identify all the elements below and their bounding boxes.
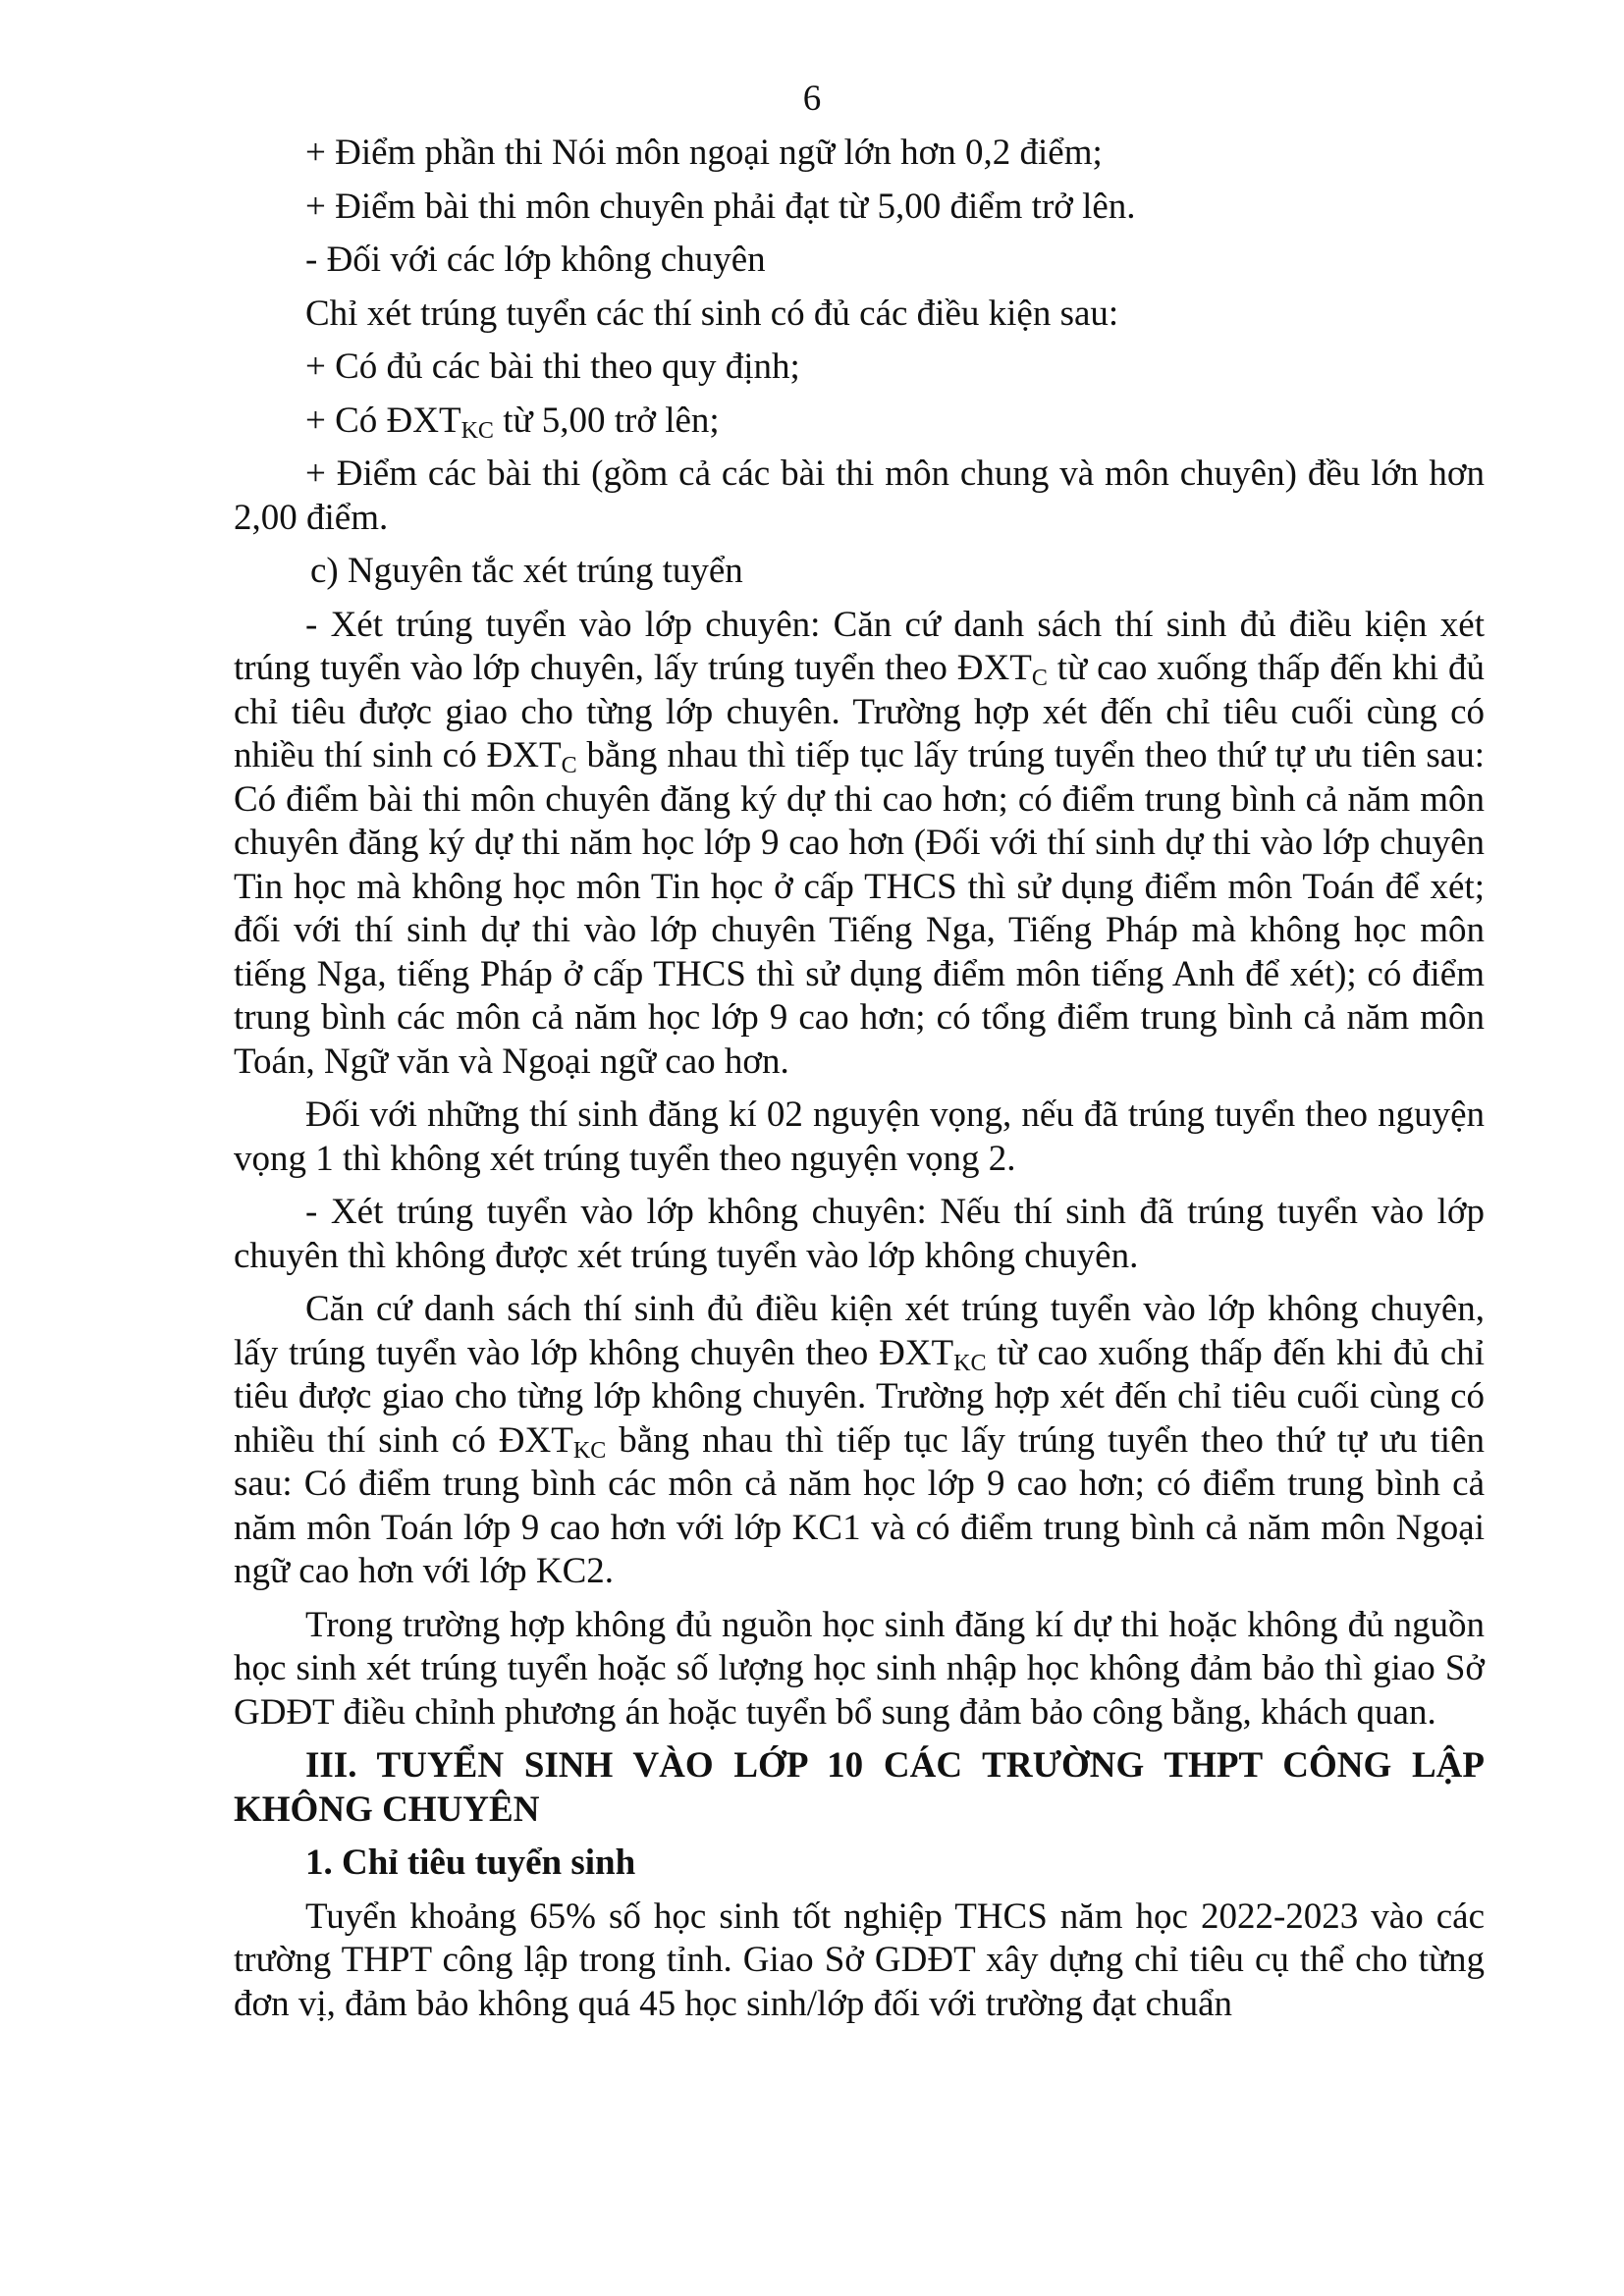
paragraph-condition-min-scores: + Điểm các bài thi (gồm cả các bài thi môn chung và môn chuyên) đều lớn hơn 2,00 điểm. [234, 454, 1485, 538]
paragraph-insufficient-students: Trong trường hợp không đủ nguồn học sinh đăng kí dự thi hoặc không đủ nguồn học sinh xét trúng tuyển hoặc số lượng học sinh nhập học không đảm bảo thì giao Sở GDĐT điều chỉnh phương án hoặc tuyển bổ sung đảm bảo công bằng, khách quan. [234, 1604, 1485, 1733]
paragraph-non-specialized-ranking: Căn cứ danh sách thí sinh đủ điều kiện xét trúng tuyển vào lớp không chuyên, lấy trúng tuyển vào lớp không chuyên theo $ĐXT_{KC}$ từ cao xuống thấp đến khi đủ chỉ tiêu được giao cho từng lớp không chuyên. Trường hợp xét đến chỉ tiêu cuối cùng có nhiều thí sinh có $ĐXT_{KC}$ bằng nhau thì tiếp tục lấy trúng tuyển theo thứ tự ưu tiên sau: Có điểm trung bình các môn cả năm học lớp 9 cao hơn; có điểm trung bình cả năm môn Toán lớp 9 cao hơn với lớp KC1 và có điểm trung bình cả năm môn Ngoại ngữ cao hơn với lớp KC2. [234, 1289, 1486, 1591]
paragraph-condition-dxt: + Có $ĐXT_{KC}$ từ 5,00 trở lên; [305, 400, 720, 444]
paragraph-speaking-score: + Điểm phần thi Nói môn ngoại ngữ lớn hơn 0,2 điểm; [305, 133, 1103, 173]
section-heading-c: c) Nguyên tắc xét trúng tuyển [310, 551, 743, 591]
paragraph-conditions-intro: Chỉ xét trúng tuyển các thí sinh có đủ các điều kiện sau: [305, 293, 1119, 334]
paragraph-non-specialized-heading: - Đối với các lớp không chuyên [305, 240, 766, 280]
paragraph-non-specialized-admission: - Xét trúng tuyển vào lớp không chuyên: Nếu thí sinh đã trúng tuyển vào lớp chuyên thì không được xét trúng tuyển vào lớp không chuyên. [234, 1192, 1485, 1276]
paragraph-condition-exams: + Có đủ các bài thi theo quy định; [305, 347, 800, 387]
section-heading-quota: 1. Chỉ tiêu tuyển sinh [305, 1842, 636, 1883]
document-body [234, 132, 1485, 2036]
paragraph-two-wishes: Đối với những thí sinh đăng kí 02 nguyện vọng, nếu đã trúng tuyển theo nguyện vọng 1 thì không xét trúng tuyển theo nguyện vọng 2. [234, 1095, 1485, 1179]
page-number: 6 [802, 79, 822, 119]
paragraph-specialized-admission: - Xét trúng tuyển vào lớp chuyên: Căn cứ danh sách thí sinh đủ điều kiện xét trúng tuyển vào lớp chuyên, lấy trúng tuyển theo $ĐXT_C$ từ cao xuống thấp đến khi đủ chỉ tiêu được giao cho từng lớp chuyên. Trường hợp xét đến chỉ tiêu cuối cùng có nhiều thí sinh có $ĐXT_C$ bằng nhau thì tiếp tục lấy trúng tuyển theo thứ tự ưu tiên sau: Có điểm bài thi môn chuyên đăng ký dự thi cao hơn; có điểm trung bình cả năm môn chuyên đăng ký dự thi năm học lớp 9 cao hơn (Đối với thí sinh dự thi vào lớp chuyên Tin học mà không học môn Tin học ở cấp THCS thì sử dụng điểm môn Toán để xét; đối với thí sinh dự thi vào lớp chuyên Tiếng Nga, Tiếng Pháp mà không học môn tiếng Nga, tiếng Pháp ở cấp THCS thì sử dụng điểm môn tiếng Anh để xét); có điểm trung bình các môn cả năm học lớp 9 cao hơn; có tổng điểm trung bình cả năm môn Toán, Ngữ văn và Ngoại ngữ cao hơn. [234, 604, 1486, 1082]
paragraph-quota: Tuyển khoảng 65% số học sinh tốt nghiệp THCS năm học 2022-2023 vào các trường THPT công lập trong tỉnh. Giao Sở GDĐT xây dựng chỉ tiêu cụ thể cho từng đơn vị, đảm bảo không quá 45 học sinh/lớp đối với trường đạt chuẩn [234, 1896, 1485, 2024]
section-heading-iii: III. TUYỂN SINH VÀO LỚP 10 CÁC TRƯỜNG THPT CÔNG LẬP KHÔNG CHUYÊN [234, 1745, 1485, 1830]
paragraph-specialized-score: + Điểm bài thi môn chuyên phải đạt từ 5,00 điểm trở lên. [305, 186, 1136, 227]
